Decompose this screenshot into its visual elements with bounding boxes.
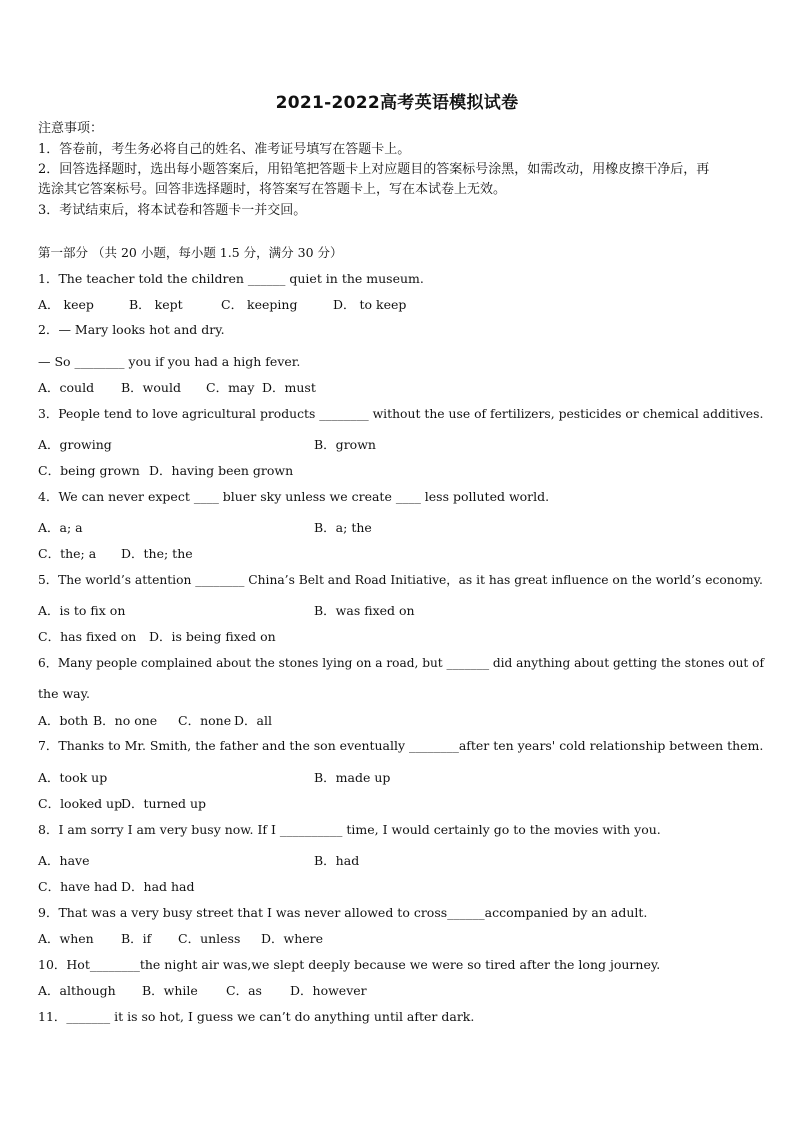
option-b: B．would	[121, 380, 181, 395]
option-a: A． keep	[38, 297, 94, 312]
option-row	[38, 852, 359, 870]
question-stem: 6．Many people complained about the stones lying on a road, but _______ did anything about getting the stones out of	[38, 656, 764, 670]
option-c: C．being grown	[38, 463, 140, 478]
question-stem: 8．I am sorry I am very busy now. If I __________ time, I would certainly go to the movies with you.	[38, 822, 661, 837]
option-c: C．none	[178, 713, 232, 728]
option-b: B． kept	[129, 297, 183, 312]
option-row	[38, 296, 406, 314]
option-d: D．all	[234, 713, 272, 728]
option-a: A．growing	[38, 437, 112, 452]
option-d: D．however	[290, 983, 367, 998]
option-row	[38, 769, 390, 787]
option-c: C．looked up	[38, 796, 123, 811]
option-row	[38, 519, 372, 537]
option-d: D．is being fixed on	[149, 629, 276, 644]
question-stem: 9．That was a very busy street that I was never allowed to cross______accompanied by an adult.	[38, 905, 648, 920]
option-b: B．was fixed on	[314, 603, 415, 618]
option-a: A．although	[38, 983, 116, 998]
option-row	[38, 795, 206, 813]
option-b: B．a; the	[314, 520, 372, 535]
question-stem: 7．Thanks to Mr. Smith, the father and the son eventually ________after ten years' cold relationship between them.	[38, 738, 764, 753]
option-d: D．having been grown	[149, 463, 294, 478]
question-stem-continued: — So ________ you if you had a high fever.	[38, 354, 301, 369]
option-a: A．when	[38, 931, 94, 946]
option-d: D．the; the	[121, 546, 193, 561]
option-row	[38, 436, 376, 454]
question-stem: 2．— Mary looks hot and dry.	[38, 322, 225, 337]
question-stem-continued: the way.	[38, 686, 90, 701]
option-a: A．took up	[38, 770, 108, 785]
option-c: C．may	[206, 380, 255, 395]
notice-item: 2．回答选择题时，选出每小题答案后，用铅笔把答题卡上对应题目的答案标号涂黑，如需改动，用橡皮擦干净后，再	[38, 162, 710, 177]
question-stem: 4．We can never expect ____ bluer sky unless we create ____ less polluted world.	[38, 489, 550, 504]
notice-heading: 注意事项：	[38, 121, 104, 136]
notice-item: 1．答卷前，考生务必将自己的姓名、准考证号填写在答题卡上。	[38, 142, 411, 157]
question-stem: 11．_______ it is so hot, I guess we can’t do anything until after dark.	[38, 1009, 475, 1024]
option-d: D． to keep	[333, 297, 407, 312]
question-stem: 10．Hot________the night air was,we slept deeply because we were so tired after the long journey.	[38, 957, 661, 972]
option-row	[38, 628, 276, 646]
option-row	[38, 878, 195, 896]
option-row	[38, 462, 293, 480]
option-d: D．where	[261, 931, 324, 946]
option-d: D．must	[262, 380, 316, 395]
option-row	[38, 930, 323, 948]
option-c: C．the; a	[38, 546, 97, 561]
option-a: A．is to fix on	[38, 603, 126, 618]
option-c: C．has fixed on	[38, 629, 137, 644]
option-b: B．while	[142, 983, 198, 998]
question-stem: 3．People tend to love agricultural products ________ without the use of fertilizers, pesticides or chemical additives.	[38, 407, 764, 421]
question-stem: 5．The world’s attention ________ China’s Belt and Road Initiative，as it has great influence on the world’s economy.	[38, 573, 763, 587]
option-d: D．turned up	[121, 796, 207, 811]
notice-item: 3．考试结束后，将本试卷和答题卡一并交回。	[38, 203, 307, 218]
option-a: A．a; a	[38, 520, 83, 535]
option-a: A．have	[38, 853, 90, 868]
option-d: D．had had	[121, 879, 195, 894]
option-a: A．could	[38, 380, 95, 395]
option-b: B．grown	[314, 437, 376, 452]
option-b: B．no one	[93, 713, 158, 728]
option-c: C． keeping	[221, 297, 298, 312]
question-stem: 1．The teacher told the children ______ quiet in the museum.	[38, 271, 424, 286]
option-c: C．unless	[178, 931, 241, 946]
option-b: B．if	[121, 931, 152, 946]
option-a: A．both	[38, 713, 89, 728]
option-row	[38, 602, 415, 620]
option-c: C．have had	[38, 879, 118, 894]
option-row	[38, 712, 272, 730]
option-row	[38, 982, 367, 1000]
option-row	[38, 379, 316, 397]
notice-item: 选涂其它答案标号。回答非选择题时，将答案写在答题卡上，写在本试卷上无效。	[38, 182, 507, 197]
page-title: 2021-2022高考英语模拟试卷	[275, 93, 519, 113]
option-b: B．made up	[314, 770, 391, 785]
option-c: C．as	[226, 983, 262, 998]
option-row	[38, 545, 193, 563]
option-b: B．had	[314, 853, 360, 868]
section-heading: 第一部分 （共 20 小题，每小题 1.5 分，满分 30 分）	[38, 245, 343, 260]
